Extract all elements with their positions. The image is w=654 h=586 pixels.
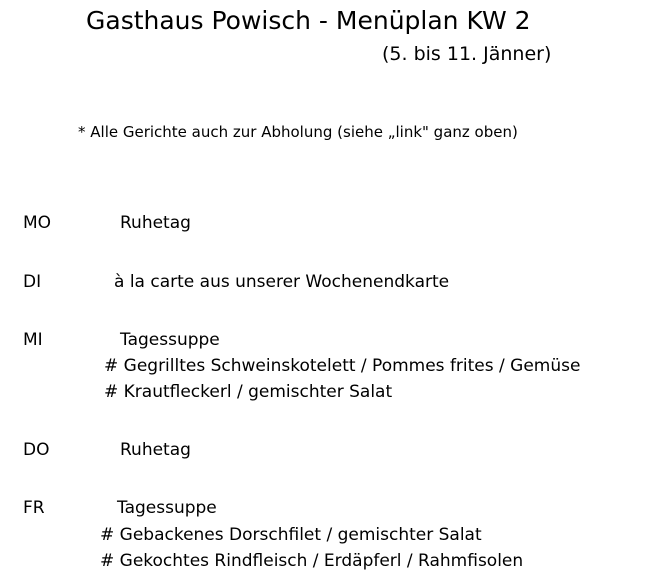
- day-label-mi: MI: [23, 330, 43, 350]
- pickup-note: * Alle Gerichte auch zur Abholung (siehe „link" ganz oben): [78, 123, 518, 141]
- menu-line: # Krautfleckerl / gemischter Salat: [104, 382, 393, 402]
- menu-line: Ruhetag: [120, 213, 191, 233]
- day-label-mo: MO: [23, 213, 52, 233]
- menu-line: Ruhetag: [120, 440, 191, 460]
- menu-line: # Gebackenes Dorschfilet / gemischter Salat: [100, 525, 482, 545]
- menu-line: à la carte aus unserer Wochenendkarte: [114, 272, 450, 292]
- menu-line: Tagessuppe: [120, 330, 220, 350]
- menu-line: Tagessuppe: [117, 498, 217, 518]
- page-title: Gasthaus Powisch - Menüplan KW 2: [86, 6, 531, 35]
- day-label-di: DI: [23, 272, 42, 292]
- day-label-do: DO: [23, 440, 50, 460]
- menu-line: # Gegrilltes Schweinskotelett / Pommes frites / Gemüse: [104, 356, 581, 376]
- day-label-fr: FR: [23, 498, 45, 518]
- date-range: (5. bis 11. Jänner): [382, 43, 552, 65]
- menu-line: # Gekochtes Rindfleisch / Erdäpferl / Rahmfisolen: [100, 551, 524, 571]
